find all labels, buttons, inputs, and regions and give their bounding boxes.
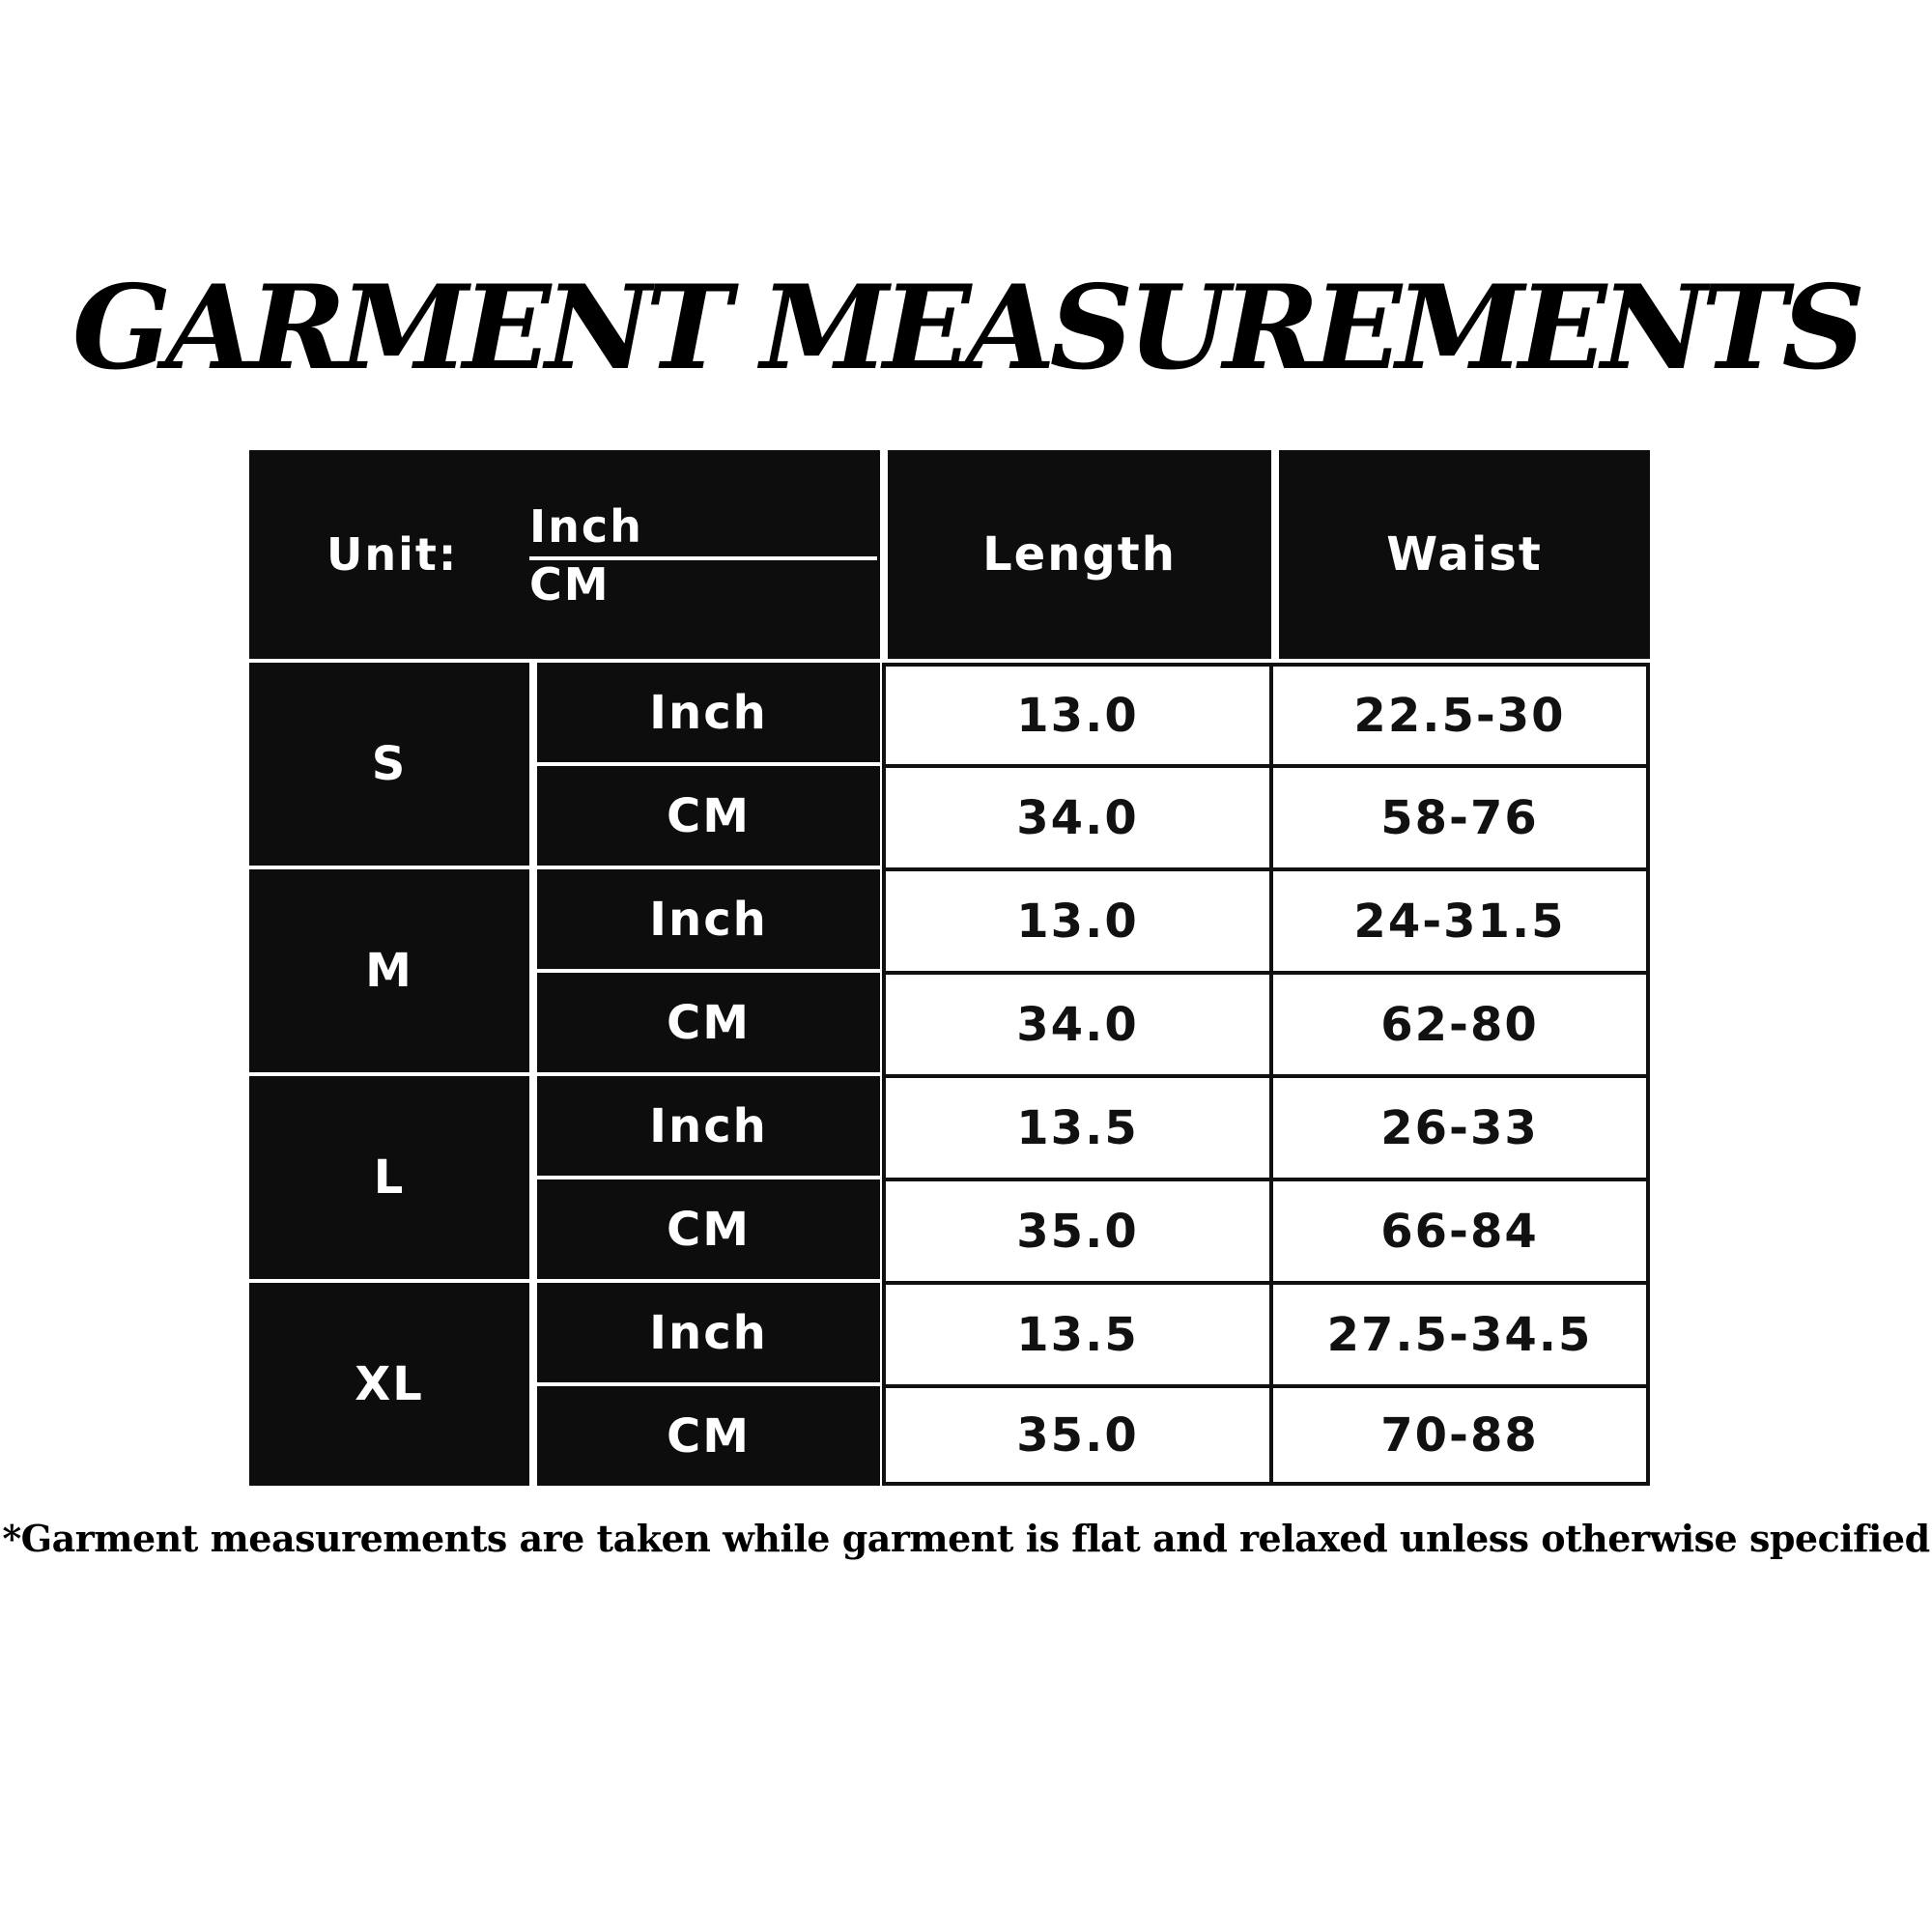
unit-row-label: CM	[537, 766, 880, 866]
unit-inch-label: Inch	[529, 500, 643, 553]
size-cell-m: M	[249, 869, 529, 1072]
unit-header-cell	[249, 450, 880, 659]
waist-value: 27.5-34.5	[1269, 1281, 1650, 1388]
unit-row-label: Inch	[537, 869, 880, 969]
waist-value: 66-84	[1269, 1178, 1650, 1285]
unit-row-label: Inch	[537, 663, 880, 762]
waist-value: 26-33	[1269, 1074, 1650, 1181]
unit-row-label: CM	[537, 973, 880, 1072]
waist-value: 58-76	[1269, 764, 1650, 871]
length-value: 35.0	[882, 1178, 1273, 1285]
unit-cm-label: CM	[529, 558, 611, 611]
length-value: 35.0	[882, 1384, 1273, 1486]
length-value: 34.0	[882, 971, 1273, 1078]
waist-value: 24-31.5	[1269, 867, 1650, 975]
waist-header: Waist	[1279, 450, 1650, 659]
size-cell-s: S	[249, 663, 529, 866]
waist-value: 22.5-30	[1269, 663, 1650, 768]
footnote: *Garment measurements are taken while garment is flat and relaxed unless otherwise specified	[2, 1517, 1930, 1560]
unit-label: Unit:	[327, 528, 459, 581]
size-table	[249, 450, 1650, 1486]
length-value: 13.5	[882, 1074, 1273, 1181]
unit-row-label: Inch	[537, 1283, 880, 1382]
unit-row-label: CM	[537, 1386, 880, 1486]
size-cell-xl: XL	[249, 1283, 529, 1486]
length-value: 13.0	[882, 867, 1273, 975]
unit-row-label: Inch	[537, 1076, 880, 1176]
length-value: 34.0	[882, 764, 1273, 871]
waist-value: 70-88	[1269, 1384, 1650, 1486]
unit-row-label: CM	[537, 1179, 880, 1279]
length-value: 13.5	[882, 1281, 1273, 1388]
waist-value: 62-80	[1269, 971, 1650, 1078]
size-cell-l: L	[249, 1076, 529, 1279]
length-header: Length	[888, 450, 1271, 659]
page-title: GARMENT MEASUREMENTS	[71, 260, 1861, 396]
length-value: 13.0	[882, 663, 1273, 768]
